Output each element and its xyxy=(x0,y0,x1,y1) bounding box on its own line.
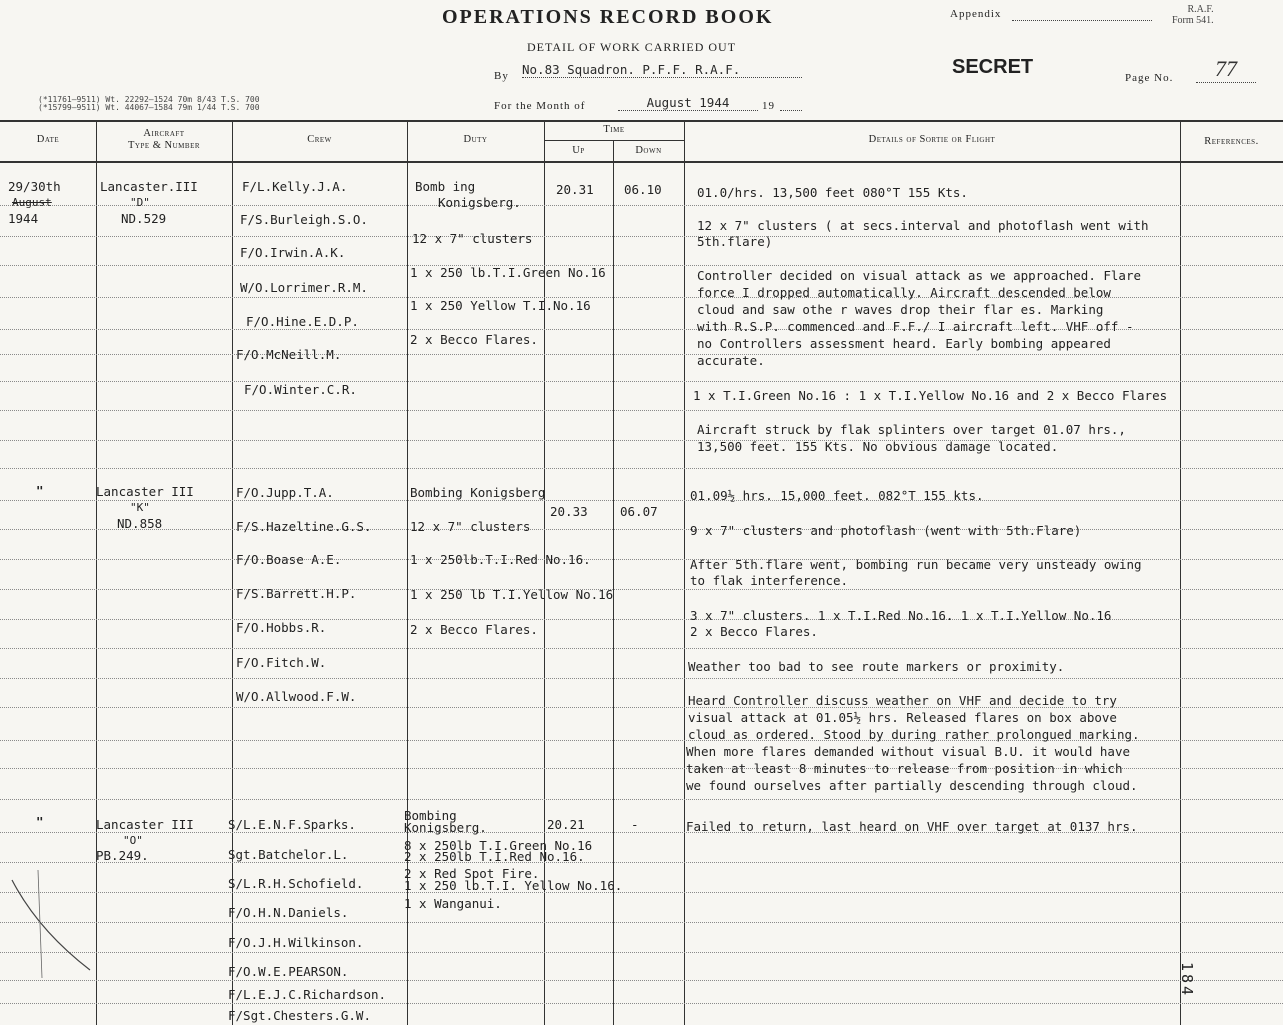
crew-member: S/L.R.H.Schofield. xyxy=(228,876,364,891)
aircraft-letter: "K" xyxy=(130,501,150,514)
time-down: 06.07 xyxy=(620,504,658,519)
unit-name: No.83 Squadron. P.F.F. R.A.F. xyxy=(522,62,802,78)
year-suffix: 19 xyxy=(762,100,775,112)
col-header-crew: Crew xyxy=(307,134,332,145)
appendix-label: Appendix xyxy=(950,8,1002,20)
header-bottom-border xyxy=(0,161,1283,163)
duty-line: 1 x 250 lb.T.I. Yellow No.16. xyxy=(404,878,623,893)
col-header-time: Time xyxy=(603,124,625,135)
duty-line: Bombing xyxy=(404,808,457,823)
detail-line: After 5th.flare went, bombing run became very unsteady owing xyxy=(690,557,1142,572)
detail-line: 1 x T.I.Green No.16 : 1 x T.I.Yellow No.16 and 2 x Becco Flares xyxy=(693,388,1168,403)
detail-line: Aircraft struck by flak splinters over target 01.07 hrs., xyxy=(697,422,1126,437)
duty-line: 1 x 250 lb.T.I.Green No.16 xyxy=(410,265,606,280)
year-suffix-underline xyxy=(780,110,802,111)
crew-member: F/O.H.N.Daniels. xyxy=(228,905,349,920)
duty-line: 2 x 250lb T.I.Red No.16. xyxy=(404,849,585,864)
aircraft-serial: ND.529 xyxy=(121,211,167,226)
crew-member: F/O.W.E.PEARSON. xyxy=(228,964,349,979)
detail-line: 01.09½ hrs. 15,000 feet. 082°T 155 kts. xyxy=(690,488,984,503)
ruled-line xyxy=(0,1003,1283,1004)
page-number: 77 xyxy=(1196,56,1256,83)
crew-member: F/S.Barrett.H.P. xyxy=(236,586,357,601)
time-up: 20.31 xyxy=(556,182,594,197)
by-label: By xyxy=(494,70,509,82)
duty-line: Bomb ing xyxy=(415,179,476,194)
ditto-mark: " xyxy=(36,483,44,498)
ruled-line xyxy=(0,265,1283,266)
duty-line: 12 x 7" clusters xyxy=(412,231,533,246)
crew-member: F/O.Jupp.T.A. xyxy=(236,485,334,500)
crew-member: W/O.Allwood.F.W. xyxy=(236,689,357,704)
detail-line: force I dropped automatically. Aircraft descended below xyxy=(697,285,1111,300)
ruled-line xyxy=(0,500,1283,501)
detail-line: Failed to return, last heard on VHF over target at 0137 hrs. xyxy=(686,819,1138,834)
crew-member: F/O.Hobbs.R. xyxy=(236,620,327,635)
print-code-2: (*15799—9511) Wt. 44067—1584 79m 1/44 T.S. 700 xyxy=(38,103,260,112)
ruled-line xyxy=(0,236,1283,237)
time-up: 20.21 xyxy=(547,817,585,832)
col-header-details: Details of Sortie or Flight xyxy=(868,134,996,145)
crew-member: F/O.Hine.E.D.P. xyxy=(246,314,359,329)
month-label: For the Month of xyxy=(494,100,586,112)
crew-member: F/Sgt.Chesters.G.W. xyxy=(228,1008,371,1023)
detail-line: visual attack at 01.05½ hrs. Released flares on box above xyxy=(688,710,1117,725)
detail-line: taken at least 8 minutes to release from position in which xyxy=(686,761,1123,776)
crew-member: F/S.Burleigh.S.O. xyxy=(240,212,368,227)
secret-stamp: SECRET xyxy=(952,56,1034,78)
detail-line: 2 x Becco Flares. xyxy=(690,624,818,639)
detail-line: 3 x 7" clusters. 1 x T.I.Red No.16. 1 x T.I.Yellow No.16 xyxy=(690,608,1112,623)
sortie-date-line: 1944 xyxy=(8,211,39,226)
sortie-date-line: 29/30th xyxy=(8,179,61,194)
detail-line: accurate. xyxy=(697,353,765,368)
ruled-line xyxy=(0,410,1283,411)
sortie-date-line: August xyxy=(12,196,52,209)
duty-line: 8 x 250lb T.I.Green No.16 xyxy=(404,838,593,853)
print-code-1: (*11761—9511) Wt. 22292—1524 70m 8/43 T.S. 700 xyxy=(38,95,260,104)
ruled-line xyxy=(0,589,1283,590)
detail-line: to flak interference. xyxy=(690,573,849,588)
ruled-line xyxy=(0,892,1283,893)
col-header-up: Up xyxy=(572,145,585,156)
ruled-line xyxy=(0,678,1283,679)
month-value: August 1944 xyxy=(618,95,758,111)
crew-member: F/O.Irwin.A.K. xyxy=(240,245,346,260)
duty-line: Konigsberg. xyxy=(404,820,487,835)
detail-line: Weather too bad to see route markers or proximity. xyxy=(688,659,1065,674)
ruled-line xyxy=(0,354,1283,355)
pencil-mark xyxy=(8,870,98,980)
col-divider xyxy=(1180,120,1181,1025)
time-down: - xyxy=(631,817,639,832)
col-header-down: Down xyxy=(635,145,662,156)
crew-member: F/O.Fitch.W. xyxy=(236,655,327,670)
detail-line: 01.0/hrs. 13,500 feet 080°T 155 Kts. xyxy=(697,185,968,200)
detail-line: cloud as ordered. Stood by during rather prolongued marking. xyxy=(688,727,1140,742)
page-subtitle: DETAIL OF WORK CARRIED OUT xyxy=(527,40,737,54)
aircraft-type: Lancaster III xyxy=(96,484,194,499)
crew-member: F/O.McNeill.M. xyxy=(236,347,342,362)
duty-line: 2 x Becco Flares. xyxy=(410,332,538,347)
time-subheader-line xyxy=(544,140,684,141)
col-header-aircraft: Aircraft Type & Number xyxy=(127,128,201,151)
ruled-line xyxy=(0,440,1283,441)
form-number: R.A.F. Form 541. xyxy=(1172,4,1214,26)
ruled-line xyxy=(0,381,1283,382)
detail-line: Heard Controller discuss weather on VHF and decide to try xyxy=(688,693,1117,708)
crew-member: F/O.Winter.C.R. xyxy=(244,382,357,397)
aircraft-serial: PB.249. xyxy=(96,848,149,863)
detail-line: 12 x 7" clusters ( at secs.interval and photoflash went with xyxy=(697,218,1149,233)
crew-member: F/S.Hazeltine.G.S. xyxy=(236,519,372,534)
reference-mark: 184 xyxy=(1178,962,1196,999)
duty-line: 1 x 250lb.T.I.Red No.16. xyxy=(410,552,591,567)
ruled-line xyxy=(0,468,1283,469)
duty-line: 1 x 250 Yellow T.I.No.16 xyxy=(410,298,591,313)
aircraft-type: Lancaster III xyxy=(96,817,194,832)
duty-line: 2 x Becco Flares. xyxy=(410,622,538,637)
ditto-mark: " xyxy=(36,814,44,829)
crew-member: F/L.E.J.C.Richardson. xyxy=(228,987,387,1002)
col-header-date: Date xyxy=(36,134,60,145)
table-top-border xyxy=(0,120,1283,122)
crew-member: Sgt.Batchelor.L. xyxy=(228,847,349,862)
detail-line: with R.S.P. commenced and F.F./ I aircraft left. VHF off - xyxy=(697,319,1134,334)
page-no-label: Page No. xyxy=(1125,72,1174,84)
detail-line: 13,500 feet. 155 Kts. No obvious damage located. xyxy=(697,439,1059,454)
duty-line: Konigsberg. xyxy=(438,195,521,210)
crew-member: F/O.J.H.Wilkinson. xyxy=(228,935,364,950)
aircraft-serial: ND.858 xyxy=(117,516,163,531)
ruled-line xyxy=(0,952,1283,953)
duty-line: 2 x Red Spot Fire. xyxy=(404,866,540,881)
duty-line: 1 x 250 lb T.I.Yellow No.16 xyxy=(410,587,614,602)
appendix-field xyxy=(1012,20,1152,21)
aircraft-letter: "D" xyxy=(130,196,150,209)
detail-line: 5th.flare) xyxy=(697,234,773,249)
detail-line: Controller decided on visual attack as we approached. Flare xyxy=(697,268,1142,283)
crew-member: S/L.E.N.F.Sparks. xyxy=(228,817,356,832)
ruled-line xyxy=(0,205,1283,206)
col-divider xyxy=(684,120,685,1025)
ruled-line xyxy=(0,980,1283,981)
aircraft-type: Lancaster.III xyxy=(100,179,198,194)
ruled-line xyxy=(0,529,1283,530)
duty-line: Bombing Konigsberg xyxy=(410,485,546,500)
duty-line: 12 x 7" clusters xyxy=(410,519,531,534)
aircraft-letter: "O" xyxy=(123,834,143,847)
duty-line: 1 x Wanganui. xyxy=(404,896,502,911)
time-up: 20.33 xyxy=(550,504,588,519)
crew-member: F/O.Boase A.E. xyxy=(236,552,342,567)
ruled-line xyxy=(0,799,1283,800)
detail-line: no Controllers assessment heard. Early bombing appeared xyxy=(697,336,1111,351)
crew-member: W/O.Lorrimer.R.M. xyxy=(240,280,368,295)
col-header-references: References. xyxy=(1204,136,1259,147)
detail-line: 9 x 7" clusters and photoflash (went with 5th.Flare) xyxy=(690,523,1082,538)
detail-line: When more flares demanded without visual B.U. it would have xyxy=(686,744,1131,759)
detail-line: cloud and saw othe r waves drop their flar es. Marking xyxy=(697,302,1104,317)
ruled-line xyxy=(0,862,1283,863)
ruled-line xyxy=(0,922,1283,923)
time-down: 06.10 xyxy=(624,182,662,197)
ruled-line xyxy=(0,648,1283,649)
detail-line: we found ourselves after partially descending through cloud. xyxy=(686,778,1138,793)
col-header-duty: Duty xyxy=(463,134,488,145)
page-title: OPERATIONS RECORD BOOK xyxy=(442,6,774,28)
crew-member: F/L.Kelly.J.A. xyxy=(242,179,348,194)
